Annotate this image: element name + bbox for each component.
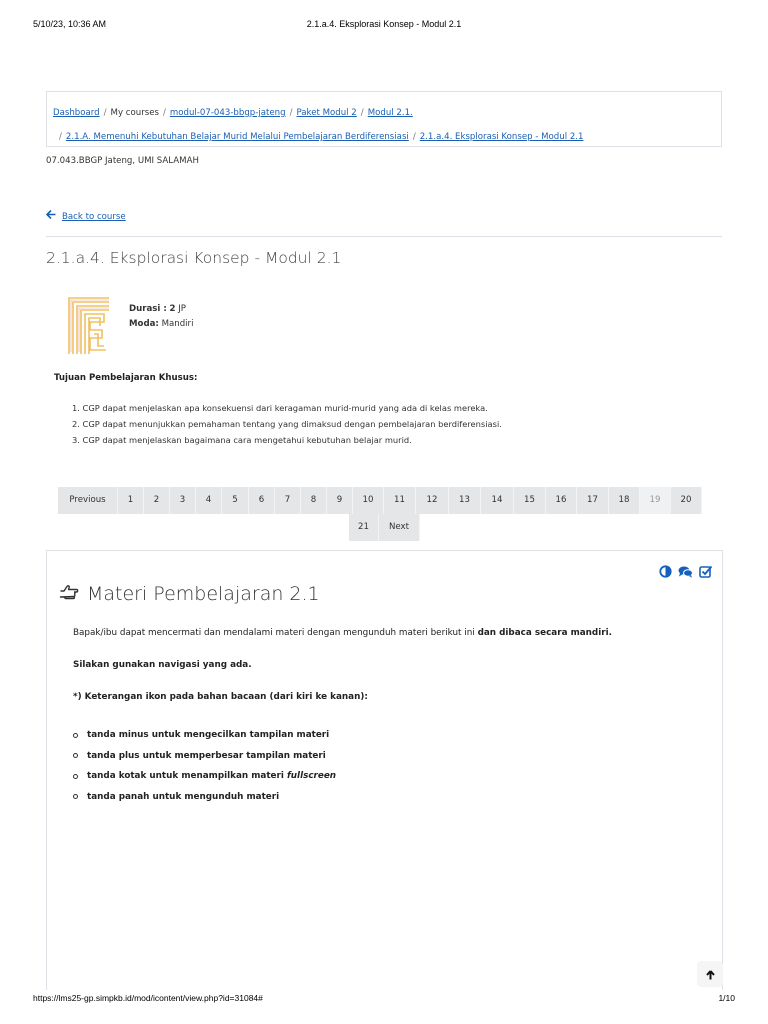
keterangan-text: *) Keterangan ikon pada bahan bacaan (dari kiri ke kanan):	[73, 692, 368, 702]
pagination-page-8[interactable]: 8	[301, 487, 327, 514]
moda-label: Moda:	[129, 319, 159, 329]
breadcrumb-my-courses: My courses	[110, 108, 159, 118]
tujuan-list	[72, 400, 502, 448]
breadcrumb-separator: /	[162, 108, 166, 118]
back-to-course-label: Back to course	[62, 212, 126, 222]
pagination-page-21[interactable]: 21	[349, 514, 379, 541]
bullet-circle-icon	[73, 753, 78, 758]
moda-value: Mandiri	[161, 319, 194, 329]
navigation-note	[73, 660, 252, 670]
breadcrumb	[46, 91, 722, 147]
list-item	[73, 746, 336, 767]
pagination-row-2	[349, 514, 420, 541]
bullet-circle-icon	[73, 774, 78, 779]
print-page-number: 1/10	[718, 993, 735, 1003]
breadcrumb-separator: /	[289, 108, 293, 118]
pagination-page-16[interactable]: 16	[546, 487, 577, 514]
pagination-page-14[interactable]: 14	[481, 487, 514, 514]
pagination-page-10[interactable]: 10	[353, 487, 384, 514]
breadcrumb-line-1	[53, 101, 721, 126]
bullet-text: tanda plus untuk memperbesar tampilan materi	[87, 750, 326, 761]
intro-text: Bapak/ibu dapat mencermati dan mendalami materi dengan mengunduh materi berikut ini	[73, 628, 478, 638]
print-url: https://lms25-gp.simpkb.id/mod/icontent/view.php?id=31084#	[33, 993, 263, 1003]
pagination-page-4[interactable]: 4	[196, 487, 222, 514]
breadcrumb-paket-link[interactable]: Paket Modul 2	[296, 108, 357, 118]
checkbox-icon[interactable]	[699, 565, 713, 578]
content-panel	[46, 550, 723, 990]
pagination-page-12[interactable]: 12	[416, 487, 449, 514]
breadcrumb-separator: /	[59, 132, 62, 142]
materi-title: Materi Pembelajaran 2.1	[87, 583, 320, 605]
navigation-note-text: Silakan gunakan navigasi yang ada.	[73, 660, 252, 670]
pagination-page-1[interactable]: 1	[118, 487, 144, 514]
pagination	[58, 487, 702, 514]
pagination-page-6[interactable]: 6	[249, 487, 275, 514]
user-info: 07.043.BBGP Jateng, UMI SALAMAH	[46, 156, 199, 166]
intro-paragraph	[73, 628, 612, 638]
list-item: 1. CGP dapat menjelaskan apa konsekuensi dari keragaman murid-murid yang ada di kelas mereka.	[72, 403, 488, 413]
pagination-page-5[interactable]: 5	[222, 487, 249, 514]
print-datetime: 5/10/23, 10:36 AM	[33, 19, 107, 29]
content-toolbar	[659, 565, 713, 578]
activity-meta	[129, 302, 193, 332]
bullet-text: tanda panah untuk mengunduh materi	[87, 791, 280, 802]
moda-line	[129, 317, 193, 332]
intro-bold-text: dan dibaca secara mandiri.	[477, 628, 612, 638]
back-to-course-link[interactable]	[46, 210, 126, 222]
breadcrumb-section-link[interactable]: 2.1.A. Memenuhi Kebutuhan Belajar Murid Melalui Pembelajaran Berdiferensiasi	[65, 132, 409, 142]
hand-point-right-icon	[59, 584, 79, 604]
arrow-up-icon	[706, 965, 715, 984]
breadcrumb-activity-link[interactable]: 2.1.a.4. Eksplorasi Konsep - Modul 2.1	[419, 132, 584, 142]
pagination-page-18[interactable]: 18	[609, 487, 640, 514]
durasi-line	[129, 302, 193, 317]
pagination-page-20[interactable]: 20	[671, 487, 702, 514]
list-item: 2. CGP dapat menunjukkan pemahaman tentang yang dimaksud dengan pembelajaran berdiferensiasi.	[72, 419, 502, 429]
breadcrumb-separator: /	[412, 132, 416, 142]
durasi-label: Durasi :	[129, 304, 167, 314]
icon-legend-list	[73, 725, 336, 807]
list-item	[73, 725, 336, 746]
pagination-page-9[interactable]: 9	[327, 487, 353, 514]
contrast-icon[interactable]	[659, 565, 672, 578]
bullet-italic-text: fullscreen	[286, 771, 337, 781]
breadcrumb-dashboard-link[interactable]: Dashboard	[53, 108, 100, 118]
bullet-circle-icon	[73, 733, 78, 738]
list-item: 3. CGP dapat menjelaskan bagaimana cara mengetahui kebutuhan belajar murid.	[72, 435, 412, 445]
keterangan-note	[73, 692, 368, 702]
back-to-top-button[interactable]	[697, 961, 723, 987]
pagination-page-15[interactable]: 15	[514, 487, 546, 514]
bullet-circle-icon	[73, 794, 78, 799]
breadcrumb-line-2	[59, 125, 721, 150]
bullet-text: tanda minus untuk mengecilkan tampilan materi	[87, 730, 330, 740]
durasi-unit: JP	[178, 304, 186, 314]
pagination-page-13[interactable]: 13	[449, 487, 481, 514]
breadcrumb-separator: /	[103, 108, 107, 118]
pagination-page-7[interactable]: 7	[275, 487, 301, 514]
durasi-value: 2	[169, 304, 176, 314]
pagination-page-2[interactable]: 2	[144, 487, 170, 514]
breadcrumb-course-link[interactable]: modul-07-043-bbgp-jateng	[169, 108, 286, 118]
bullet-text: tanda kotak untuk menampilkan materi	[87, 771, 284, 781]
pagination-page-17[interactable]: 17	[577, 487, 609, 514]
module-icon	[66, 292, 112, 356]
breadcrumb-modul-link[interactable]: Modul 2.1.	[367, 108, 413, 118]
pagination-page-3[interactable]: 3	[170, 487, 196, 514]
print-doc-title: 2.1.a.4. Eksplorasi Konsep - Modul 2.1	[306, 19, 462, 29]
page-title: 2.1.a.4. Eksplorasi Konsep - Modul 2.1	[46, 249, 342, 267]
arrow-left-icon	[46, 210, 56, 222]
comments-icon[interactable]	[678, 565, 693, 578]
list-item	[73, 766, 336, 787]
list-item	[73, 787, 336, 808]
breadcrumb-separator: /	[360, 108, 364, 118]
pagination-previous[interactable]: Previous	[58, 487, 118, 514]
divider	[46, 236, 722, 237]
materi-heading	[59, 583, 320, 605]
tujuan-title: Tujuan Pembelajaran Khusus:	[54, 373, 198, 383]
pagination-page-11[interactable]: 11	[384, 487, 416, 514]
pagination-page-19-current[interactable]: 19	[640, 487, 671, 514]
pagination-next[interactable]: Next	[379, 514, 420, 541]
